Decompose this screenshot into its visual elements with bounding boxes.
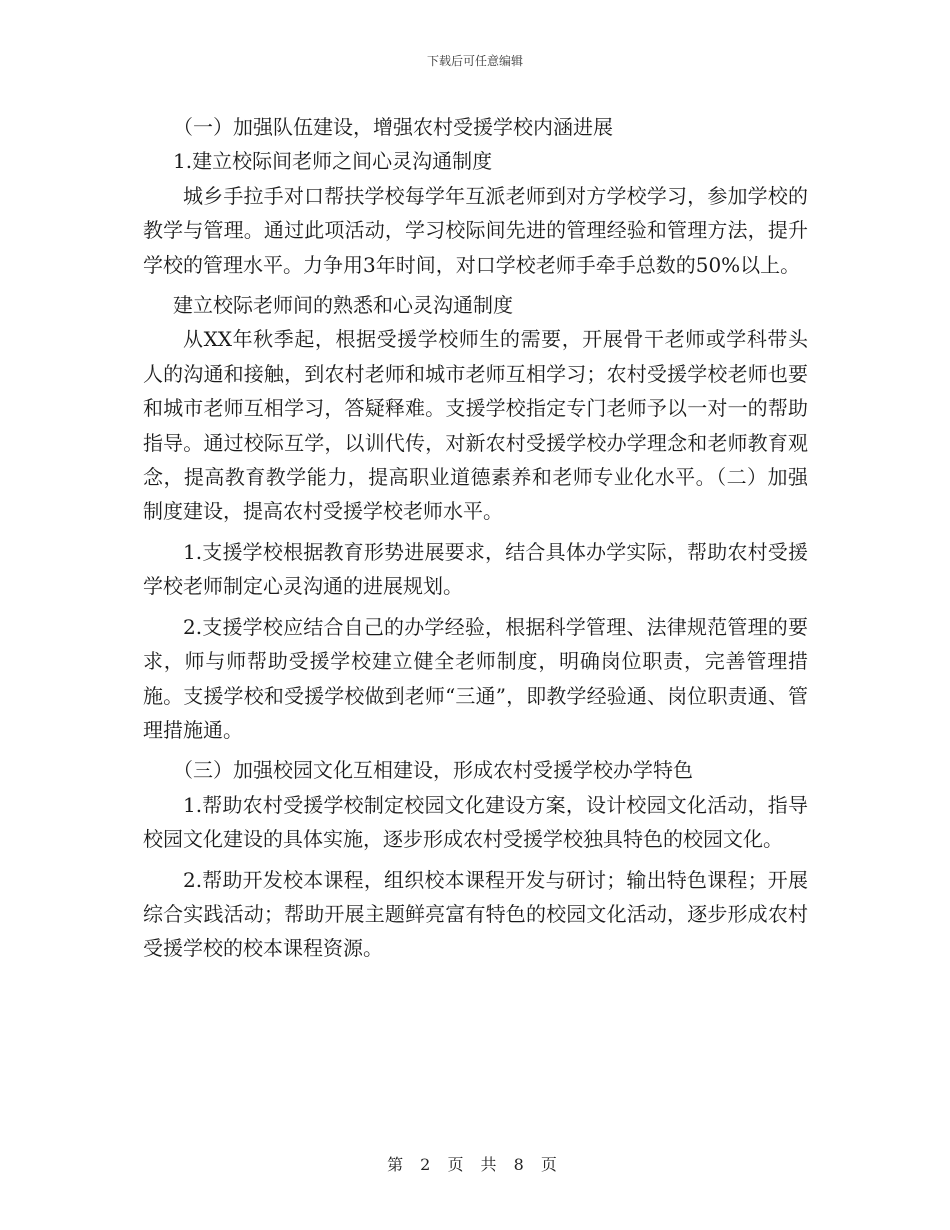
page-footer: 第 2 页 共 8 页 — [387, 1155, 563, 1174]
paragraph-5: 1.帮助农村受援学校制定校园文化建设方案，设计校园文化活动，指导校园文化建设的具体实施，逐步形成农村受援学校独具特色的校园文化。 — [143, 792, 808, 852]
document-body — [143, 110, 808, 966]
section-heading-1: （一）加强队伍建设，增强农村受援学校内涵进展 — [173, 115, 613, 139]
paragraph-4: 2.支援学校应结合自己的办学经验，根据科学管理、法律规范管理的要求，师与师帮助受援学校建立健全老师制度，明确岗位职责，完善管理措施。支援学校和受援学校做到老师“三通”，即教学经验通、岗位职责通、管理措施通。 — [143, 614, 808, 742]
subheading-2: 建立校际老师间的熟悉和心灵沟通制度 — [173, 293, 513, 318]
subheading-1: 1.建立校际间老师之间心灵沟通制度 — [173, 149, 493, 174]
paragraph-2: 从XX年秋季起，根据受援学校师生的需要，开展骨干老师或学科带头人的沟通和接触，到农村老师和城市老师互相学习；农村受援学校老师也要和城市老师互相学习，答疑释难。支援学校指定专门老师予以一对一的帮助指导。通过校际互学，以训代传，对新农村受援学校办学理念和老师教育观念，提高教育教学能力，提高职业道德素养和老师专业化水平。（二）加强制度建设，提高农村受援学校老师水平。 — [143, 327, 808, 524]
section-heading-3: （三）加强校园文化互相建设，形成农村受援学校办学特色 — [173, 758, 693, 783]
paragraph-1: 城乡手拉手对口帮扶学校每学年互派老师到对方学校学习，参加学校的教学与管理。通过此项活动，学习校际间先进的管理经验和管理方法，提升学校的管理水平。力争用3年时间，对口学校老师手牵手总数的50%以上。 — [143, 183, 808, 277]
paragraph-3: 1.支援学校根据教育形势进展要求，结合具体办学实际，帮助农村受援学校老师制定心灵沟通的进展规划。 — [143, 539, 808, 599]
paragraph-6: 2.帮助开发校本课程，组织校本课程开发与研讨；输出特色课程；开展综合实践活动；帮助开展主题鲜亮富有特色的校园文化活动，逐步形成农村受援学校的校本课程资源。 — [143, 867, 808, 961]
page-header: 下载后可任意编辑 — [426, 54, 523, 68]
